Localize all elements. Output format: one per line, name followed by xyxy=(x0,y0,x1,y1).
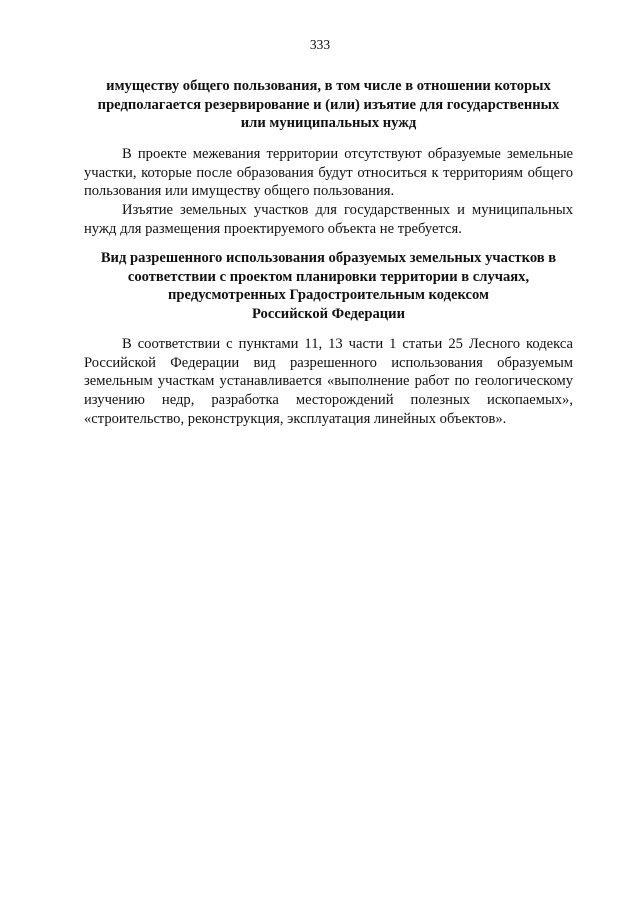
heading-line: Вид разрешенного использования образуемых земельных участков в xyxy=(100,250,557,266)
section-heading-public-property xyxy=(84,77,573,133)
heading-line: соответствии с проектом планировки территории в случаях, xyxy=(127,268,530,285)
page-number: 333 xyxy=(309,37,331,52)
heading-line: Российской Федерации xyxy=(252,306,405,323)
section-body-permitted-use xyxy=(84,335,573,429)
heading-line: или муниципальных нужд xyxy=(240,115,417,132)
paragraph: Изъятие земельных участков для государственных и муниципальных нужд для размещения проектируемого объекта не требуется. xyxy=(84,202,573,237)
heading-line: предусмотренных Градостроительным кодексом xyxy=(168,287,489,304)
section-body-public-property xyxy=(84,145,573,239)
section-heading-permitted-use xyxy=(84,249,573,324)
heading-line: предполагается резервирование и (или) изъятие для государственных xyxy=(97,96,560,113)
paragraph: В проекте межевания территории отсутствуют образуемые земельные участки, которые после образования будут относиться к территориям общего пользования или имуществу общего пользования. xyxy=(84,146,573,200)
heading-line: имуществу общего пользования, в том числе в отношении которых xyxy=(106,78,551,94)
paragraph: В соответствии с пунктами 11, 13 части 1 статьи 25 Лесного кодекса Российской Федерации вид разрешенного использования образуемым земельным участкам устанавливается «выполнение работ по геологическому изучению недр, разработка месторождений полезных ископаемых», «строительство, реконструкция, эксплуатация линейных объектов». xyxy=(84,336,573,427)
